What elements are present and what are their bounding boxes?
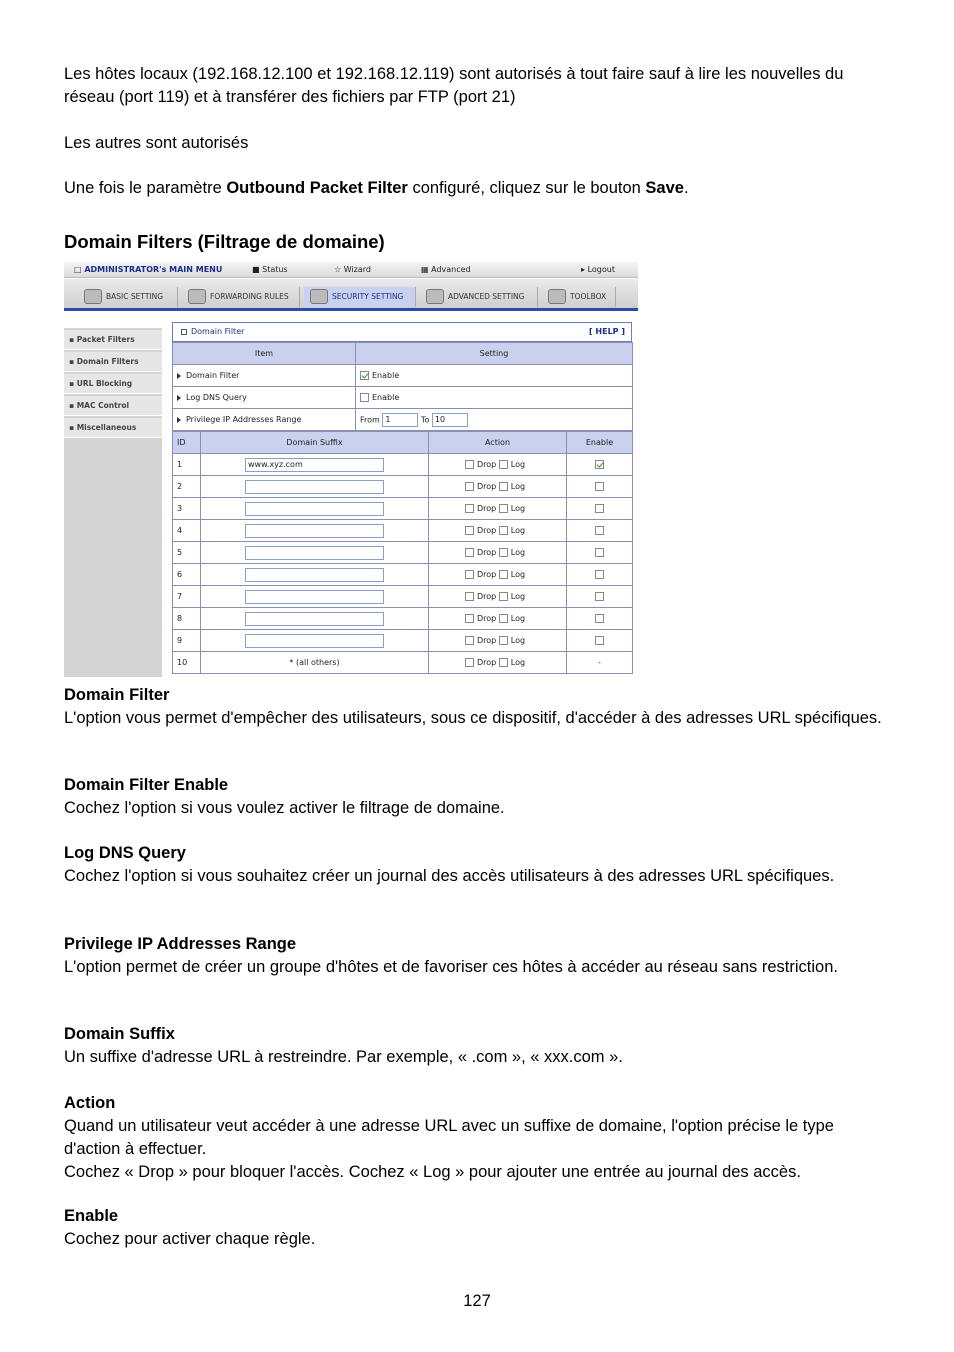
rule-enable-checkbox[interactable] (595, 636, 604, 645)
column-header-setting: Setting (356, 343, 633, 365)
basic-setting-icon (84, 289, 102, 304)
log-checkbox[interactable] (499, 592, 508, 601)
column-header-suffix: Domain Suffix (201, 432, 429, 454)
sidebar (64, 328, 162, 677)
log-checkbox[interactable] (499, 658, 508, 667)
toolbox-icon (548, 289, 566, 304)
advanced-link[interactable]: ▦ Advanced (421, 265, 471, 274)
definition-term: Log DNS Query (64, 844, 186, 862)
definition-item (64, 1023, 894, 1069)
definition-term: Enable (64, 1207, 119, 1225)
rule-enable-checkbox[interactable] (595, 526, 604, 535)
setting-label: Domain Filter (173, 365, 356, 387)
logout-link[interactable]: ▸ Logout (581, 265, 615, 274)
definition-description: L'option vous permet d'empêcher des utilisateurs, sous ce dispositif, d'accéder à des adresses URL spécifiques. (64, 709, 882, 727)
definition-item (64, 1092, 894, 1184)
log-dns-enable[interactable]: Enable (356, 387, 633, 409)
drop-checkbox[interactable] (465, 504, 474, 513)
table-row: 1 www.xyz.com Drop Log (173, 454, 633, 476)
help-link[interactable]: [ HELP ] (588, 327, 625, 336)
main-menu-link[interactable]: □ ADMINISTRATOR's MAIN MENU (74, 265, 223, 274)
definition-description: L'option permet de créer un groupe d'hôtes et de favoriser ces hôtes à accéder au réseau sans restriction. (64, 958, 838, 976)
domain-suffix-input[interactable]: www.xyz.com (245, 458, 384, 472)
setting-label: Privilege IP Addresses Range (173, 409, 356, 431)
status-icon: ■ (252, 265, 260, 274)
tab-forwarding-rules[interactable]: FORWARDING RULES (182, 287, 300, 307)
domain-suffix-input[interactable] (245, 524, 384, 538)
domain-filter-enable[interactable]: Enable (356, 365, 633, 387)
tab-bar (64, 279, 638, 311)
domain-suffix-all-others: * (all others) (201, 652, 429, 674)
drop-checkbox[interactable] (465, 570, 474, 579)
domain-suffix-input[interactable] (245, 546, 384, 560)
privilege-range: From 1 To 10 (356, 409, 633, 431)
status-link[interactable]: ■ Status (252, 265, 288, 274)
router-ui-screenshot (64, 262, 638, 677)
rule-enable-checkbox[interactable] (595, 548, 604, 557)
drop-checkbox[interactable] (465, 460, 474, 469)
table-row: 8 Drop Log (173, 608, 633, 630)
rule-id: 1 (173, 454, 201, 476)
sidebar-item-url-blocking[interactable]: ▪ URL Blocking (64, 374, 162, 394)
rule-enable-checkbox[interactable] (595, 482, 604, 491)
rule-enable-placeholder: - (567, 652, 633, 674)
wizard-link[interactable]: ☆ Wizard (334, 265, 372, 274)
definition-term: Action (64, 1094, 116, 1112)
rule-id: 3 (173, 498, 201, 520)
rule-id: 6 (173, 564, 201, 586)
privilege-to-input[interactable]: 10 (432, 413, 468, 427)
rule-enable-checkbox[interactable] (595, 614, 604, 623)
definition-description: Cochez l'option si vous voulez activer le filtrage de domaine. (64, 799, 505, 817)
table-row: 3 Drop Log (173, 498, 633, 520)
drop-checkbox[interactable] (465, 614, 474, 623)
rule-id: 2 (173, 476, 201, 498)
security-setting-icon (310, 289, 328, 304)
tab-security-setting[interactable]: SECURITY SETTING (304, 287, 416, 307)
drop-checkbox[interactable] (465, 548, 474, 557)
log-checkbox[interactable] (499, 526, 508, 535)
advanced-icon: ▦ (421, 265, 429, 274)
rule-id: 9 (173, 630, 201, 652)
definition-description: Cochez « Drop » pour bloquer l'accès. Cochez « Log » pour ajouter une entrée au journal des accès. (64, 1163, 801, 1181)
domain-suffix-input[interactable] (245, 634, 384, 648)
definition-item (64, 842, 894, 888)
intro-paragraph-3: Une fois le paramètre Outbound Packet Filter configuré, cliquez sur le bouton Save. (64, 179, 689, 197)
top-navigation (64, 262, 638, 278)
definition-term: Domain Filter Enable (64, 776, 229, 794)
definition-item (64, 774, 894, 820)
log-checkbox[interactable] (499, 460, 508, 469)
rule-enable-checkbox[interactable] (595, 570, 604, 579)
section-title: Domain Filters (Filtrage de domaine) (64, 231, 385, 252)
drop-checkbox[interactable] (465, 658, 474, 667)
sidebar-item-miscellaneous[interactable]: ▪ Miscellaneous (64, 418, 162, 438)
rule-id: 5 (173, 542, 201, 564)
rule-id: 4 (173, 520, 201, 542)
domain-filter-checkbox[interactable] (360, 371, 369, 380)
column-header-id: ID (173, 432, 201, 454)
table-row: 6 Drop Log (173, 564, 633, 586)
drop-checkbox[interactable] (465, 482, 474, 491)
table-row: 9 Drop Log (173, 630, 633, 652)
intro-paragraph-2: Les autres sont autorisés (64, 134, 249, 152)
definition-description: Quand un utilisateur veut accéder à une adresse URL avec un suffixe de domaine, l'option précise le type d'action à effectuer. (64, 1117, 834, 1158)
sidebar-item-mac-control[interactable]: ▪ MAC Control (64, 396, 162, 416)
settings-table (172, 342, 633, 431)
column-header-action: Action (429, 432, 567, 454)
definition-description: Cochez l'option si vous souhaitez créer un journal des accès utilisateurs à des adresses URL spécifiques. (64, 867, 835, 885)
sidebar-item-packet-filters[interactable]: ▪ Packet Filters (64, 330, 162, 350)
log-checkbox[interactable] (499, 570, 508, 579)
definition-term: Domain Filter (64, 686, 170, 704)
domain-suffix-input[interactable] (245, 480, 384, 494)
log-checkbox[interactable] (499, 636, 508, 645)
definition-item (64, 1205, 894, 1251)
tab-toolbox[interactable]: TOOLBOX (542, 287, 616, 307)
tab-advanced-setting[interactable]: ADVANCED SETTING (420, 287, 538, 307)
definition-term: Domain Suffix (64, 1025, 175, 1043)
definition-item (64, 684, 894, 730)
sidebar-item-domain-filters[interactable]: ▪ Domain Filters (64, 352, 162, 372)
domain-suffix-input[interactable] (245, 612, 384, 626)
column-header-enable: Enable (567, 432, 633, 454)
drop-checkbox[interactable] (465, 526, 474, 535)
drop-checkbox[interactable] (465, 636, 474, 645)
domain-suffix-table (172, 431, 633, 674)
log-dns-checkbox[interactable] (360, 393, 369, 402)
log-checkbox[interactable] (499, 548, 508, 557)
definition-description: Un suffixe d'adresse URL à restreindre. Par exemple, « .com », « xxx.com ». (64, 1048, 623, 1066)
domain-suffix-input[interactable] (245, 568, 384, 582)
panel-title: Domain Filter [ HELP ] (172, 322, 632, 342)
advanced-setting-icon (426, 289, 444, 304)
definition-item (64, 933, 894, 979)
rule-enable-checkbox[interactable] (595, 504, 604, 513)
rule-id: 8 (173, 608, 201, 630)
table-row: 2 Drop Log (173, 476, 633, 498)
column-header-item: Item (173, 343, 356, 365)
rule-id: 7 (173, 586, 201, 608)
table-row: 4 Drop Log (173, 520, 633, 542)
log-checkbox[interactable] (499, 614, 508, 623)
definition-term: Privilege IP Addresses Range (64, 935, 297, 953)
table-row: 10 * (all others) Drop Log - (173, 652, 633, 674)
table-row: 7 Drop Log (173, 586, 633, 608)
log-checkbox[interactable] (499, 482, 508, 491)
setting-label: Log DNS Query (173, 387, 356, 409)
table-row: 5 Drop Log (173, 542, 633, 564)
domain-suffix-input[interactable] (245, 502, 384, 516)
definition-description: Cochez pour activer chaque règle. (64, 1230, 316, 1248)
rule-enable-checkbox[interactable] (595, 592, 604, 601)
drop-checkbox[interactable] (465, 592, 474, 601)
forwarding-rules-icon (188, 289, 206, 304)
wizard-icon: ☆ (334, 265, 342, 274)
log-checkbox[interactable] (499, 504, 508, 513)
privilege-from-input[interactable]: 1 (382, 413, 418, 427)
rule-id: 10 (173, 652, 201, 674)
page-number: 127 (463, 1292, 491, 1310)
rule-enable-checkbox[interactable] (595, 460, 604, 469)
domain-suffix-input[interactable] (245, 590, 384, 604)
intro-paragraph-1: Les hôtes locaux (192.168.12.100 et 192.168.12.119) sont autorisés à tout faire sauf à lire les nouvelles du réseau (port 119) et à transférer des fichiers par FTP (port 21) (64, 65, 844, 106)
tab-basic-setting[interactable]: BASIC SETTING (78, 287, 178, 307)
